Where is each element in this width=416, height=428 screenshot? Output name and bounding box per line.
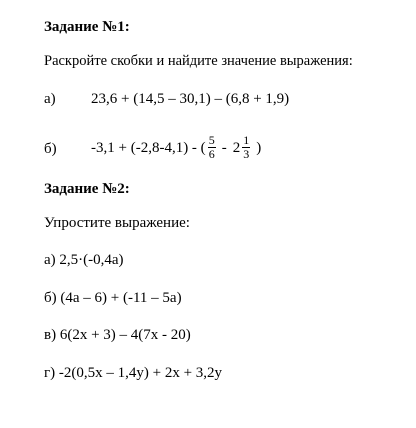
task1-item-b-suffix: ) (256, 140, 262, 156)
fraction-numerator: 1 (243, 132, 250, 147)
task2-instruction: Упростите выражение: (44, 215, 190, 231)
task1-item-a (44, 90, 404, 110)
task1-item-a-expression: 23,6 + (14,5 – 30,1) – (6,8 + 1,9) (91, 91, 290, 107)
task1-item-b-minus: - (221, 140, 227, 156)
task1-item-a-label: а) (44, 91, 56, 107)
task2-title: Задание №2: (44, 181, 130, 197)
task2-item-a: а) 2,5·(-0,4а) (44, 252, 124, 268)
fraction-denominator: 3 (243, 146, 250, 161)
task2-item-b: б) (4а – 6) + (-11 – 5а) (44, 290, 182, 306)
fraction-five-sixths (208, 134, 216, 161)
fraction-denominator: 6 (208, 146, 215, 161)
task1-instruction: Раскройте скобки и найдите значение выражения: (44, 53, 353, 69)
fraction-numerator: 5 (208, 132, 215, 147)
task1-title: Задание №1: (44, 19, 130, 35)
task1-item-b-prefix: -3,1 + (-2,8-4,1) - ( (91, 140, 206, 156)
task1-item-b (44, 132, 404, 164)
mixed-number-whole: 2 (232, 140, 241, 156)
task1-item-b-label: б) (44, 141, 57, 157)
task1-item-b-expression (91, 132, 261, 164)
task2-item-c: в) 6(2x + 3) – 4(7x - 20) (44, 327, 191, 343)
fraction-one-third (242, 134, 250, 161)
task2-item-d: г) -2(0,5х – 1,4у) + 2х + 3,2у (44, 365, 223, 381)
